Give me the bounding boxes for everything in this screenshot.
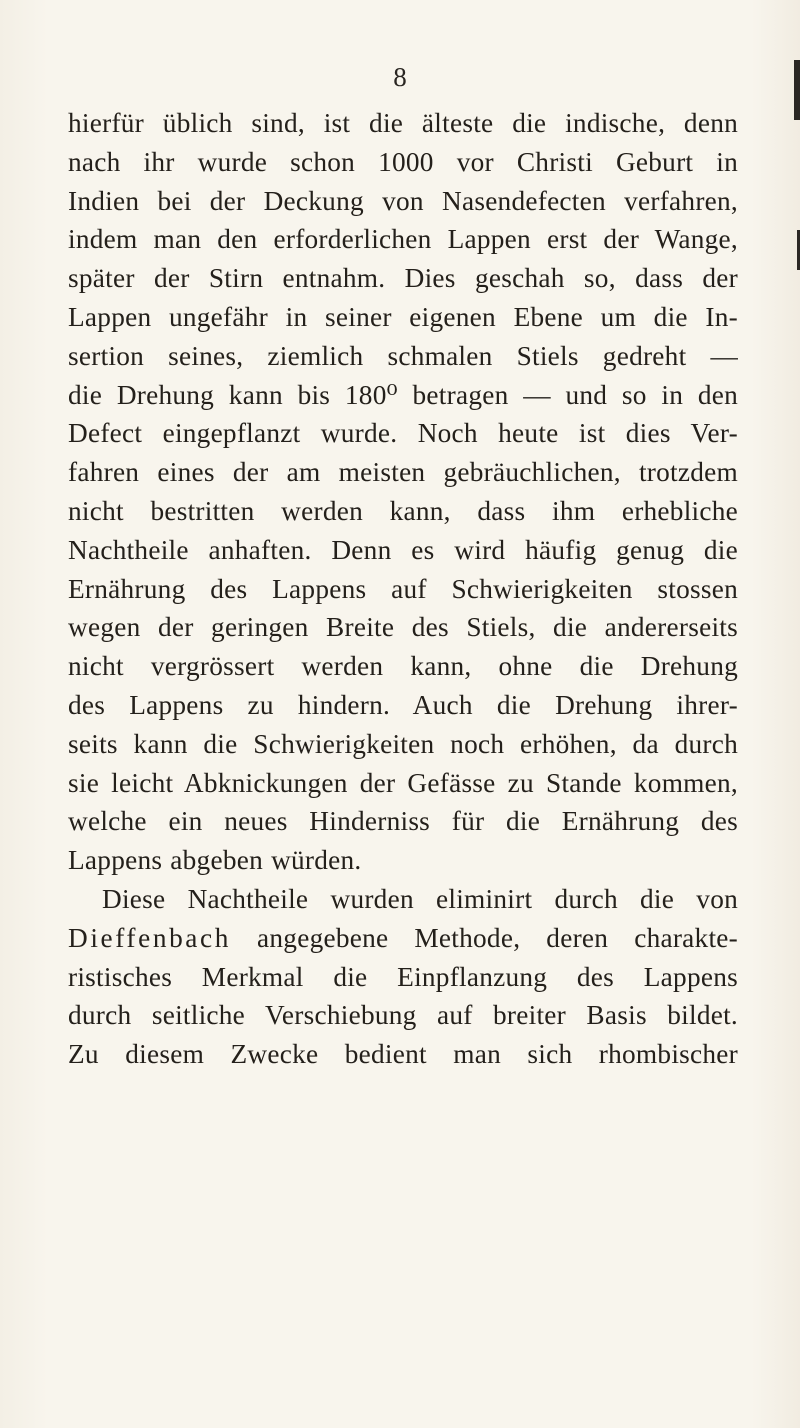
text-line: ristisches Merkmal die Einpflanzung des Lappens [68,961,738,992]
text-line: fahren eines der am meisten gebräuchlichen, trotzdem [68,457,738,488]
text-line: wegen der geringen Breite des Stiels, die andererseits [68,612,738,643]
text-line: des Lappens zu hindern. Auch die Drehung ihrer- [68,689,738,720]
paragraph-2-first-line: Diese Nachtheile wurden eliminirt durch die von [102,883,738,914]
text-line: nicht bestritten werden kann, dass ihm erhebliche [68,495,738,526]
text-line-paragraph-end: Lappens abgeben würden. [68,845,362,876]
text-line: Defect eingepflanzt wurde. Noch heute ist dies Ver- [68,418,738,449]
body-text [68,104,738,1074]
text-line: durch seitliche Verschiebung auf breiter Basis bildet. [68,1000,738,1031]
text-line: später der Stirn entnahm. Dies geschah so, dass der [68,263,738,294]
text-line: die Drehung kann bis 180⁰ betragen — und so in den [68,379,738,410]
person-name-dieffenbach: Dieffenbach [68,922,231,953]
text-line: sie leicht Abknickungen der Gefässe zu Stande kommen, [68,767,738,798]
text-line: nach ihr wurde schon 1000 vor Christi Geburt in [68,146,738,177]
text-line: seits kann die Schwierigkeiten noch erhöhen, da durch [68,728,738,759]
text-line: Indien bei der Deckung von Nasendefecten verfahren, [68,185,738,216]
text-line: Ernährung des Lappens auf Schwierigkeiten stossen [68,573,738,604]
text-line: hierfür üblich sind, ist die älteste die indische, denn [68,108,738,138]
page-number: 8 [393,62,407,92]
text-line-with-name [68,919,738,958]
text-line: indem man den erforderlichen Lappen erst der Wange, [68,224,738,255]
text-line: Zu diesem Zwecke bedient man sich rhombischer [68,1039,738,1070]
text-line: Lappen ungefähr in seiner eigenen Ebene um die In- [68,301,738,332]
text-line: nicht vergrössert werden kann, ohne die Drehung [68,651,738,682]
text-line: Nachtheile anhaften. Denn es wird häufig genug die [68,534,738,565]
text-line-rest: angegebene Methode, deren charakte- [231,922,738,953]
text-line: sertion seines, ziemlich schmalen Stiels gedreht — [68,340,738,371]
text-line: welche ein neues Hinderniss für die Ernährung des [68,806,738,837]
